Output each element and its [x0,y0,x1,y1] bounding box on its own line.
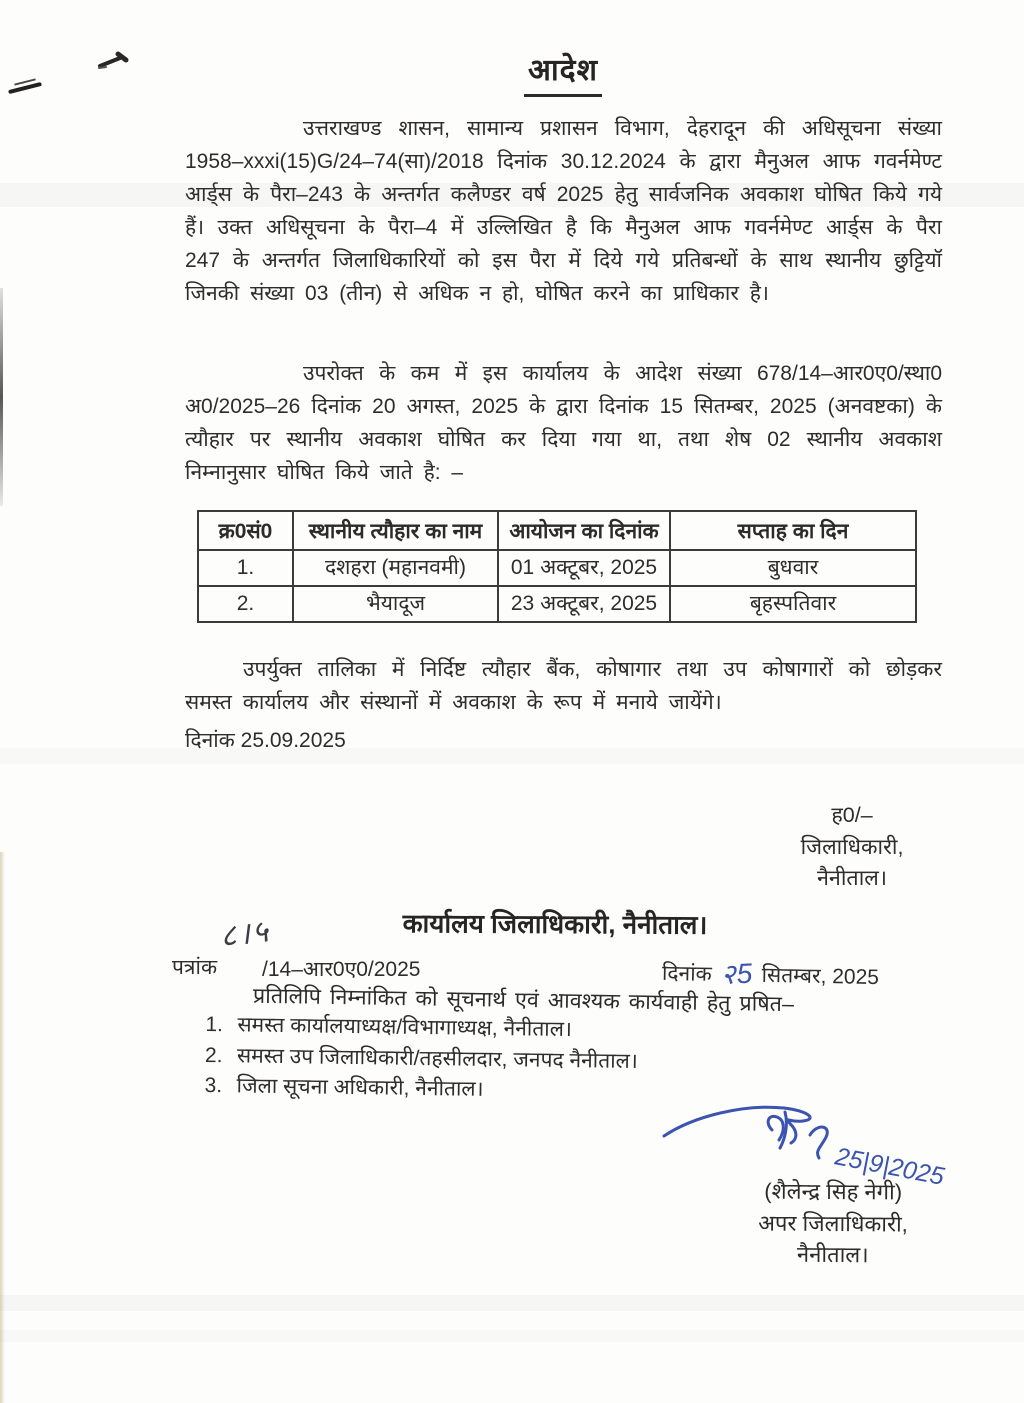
signed-place: नैनीताल। [817,866,887,890]
handwritten-sign-date: 25|9|2025 [832,1142,947,1191]
dispatch-date-label: दिनांक [661,961,712,986]
paragraph-closing: उपर्युक्त तालिका में निर्दिष्ट त्यौहार बैंक, कोषागार तथा उप कोषागारों को छोड़कर समस्त कार्यालय और संस्थानों में अवकाश के रूप में मनाये जायेंगे। [185,658,942,714]
scan-band [0,748,1024,764]
table-cell-serial: 1. [198,550,293,586]
table-cell-weekday: बुधवार [670,550,916,586]
list-item-number: 2. [204,1043,223,1067]
staple-mark-icon [96,50,130,72]
signed-designation: जिलाधिकारी, [800,834,904,859]
table-header-row [198,511,916,550]
signed-block [763,800,941,895]
holiday-table [197,510,917,623]
list-item-text: समस्त कार्यालयाध्यक्ष/विभागाध्यक्ष, नैनीताल। [237,1013,573,1042]
signer-place: नैनीताल। [796,1241,869,1268]
table-header-serial: क्र0सं0 [198,511,293,550]
paragraph-notification: उत्तराखण्ड शासन, सामान्य प्रशासन विभाग, देहरादून की अधिसूचना संख्या 1958–xxxi(15)G/24–74(सा)/2018 दिनांक 30.12.2024 के द्वारा मैनुअल आफ गवर्नमेण्ट आर्ड्स के पैरा–243 के अन्तर्गत कलैण्डर वर्ष 2025 हेतु सार्वजनिक अवकाश घोषित किये गये हैं। उक्त अधिसूचना के पैरा–4 में उल्लिखित है कि मैनुअल आफ गवर्नमेण्ट आर्ड्स के पैरा 247 के अन्तर्गत जिलाधिकारियों को इस पैरा में दिये गये प्रतिबन्धों के साथ स्थानीय छुट्टियॉ जिनकी संख्या 03 (तीन) से अधिक न हो, घोषित करने का प्राधिकार है। [185,117,942,305]
document-title-wrap [185,48,941,97]
recipient-list [204,1010,638,1108]
list-item [204,1071,637,1108]
table-header-weekday: सप्ताह का दिन [670,511,916,550]
scan-band [0,1295,1024,1311]
order-date-line: दिनांक 25.09.2025 [185,729,346,752]
document-title: आदेश [524,48,602,97]
dispatch-date-rest: सितम्बर, 2025 [761,963,880,990]
table-cell-festival: भैयादूज [293,586,498,622]
list-item-number: 3. [204,1073,223,1098]
signer-designation: अपर जिलाधिकारी, [758,1209,908,1237]
table-cell-serial: 2. [198,586,293,622]
table-header-date: आयोजन का दिनांक [498,511,670,550]
office-heading: कार्यालय जिलाधिकारी, नैनीताल। [402,908,708,940]
table-cell-festival: दशहरा (महानवमी) [293,550,498,586]
scan-band [0,1330,1024,1342]
table-cell-date: 23 अक्टूबर, 2025 [498,586,670,622]
table-row [198,550,916,586]
handwritten-letter-number: ८।५ [218,913,273,954]
table-row [198,586,916,622]
letter-number-label: पत्रांक [172,956,218,979]
list-item-text: समस्त उप जिलाधिकारी/तहसीलदार, जनपद नैनीताल। [236,1043,638,1073]
paragraph-order-reference: उपरोक्त के कम में इस कार्यालय के आदेश संख्या 678/14–आर0ए0/स्था0 अ0/2025–26 दिनांक 20 अगस्त, 2025 के द्वारा दिनांक 15 सितम्बर, 2025 (अनवष्टका) के त्यौहार पर स्थानीय अवकाश घोषित कर दिया गया था, तथा शेष 02 स्थानीय अवकाश निम्नानुसार घोषित किये जाते है: – [185,362,942,484]
handwritten-date-number: २5 [720,957,754,991]
letter-number-rest: /14–आर0ए0/2025 [262,958,421,981]
signed-sd: ह0/– [831,803,873,827]
scan-edge-line [0,288,3,506]
table-header-festival: स्थानीय त्यौहार का नाम [293,511,498,550]
signer-block [718,1175,949,1271]
copy-forward-line: प्रतिलिपि निम्नांकित को सूचनार्थ एवं आवश्यक कार्यवाही हेतु प्रषित– [252,983,795,1017]
scan-edge-tint [0,852,5,1403]
table-cell-weekday: बृहस्पतिवार [670,586,916,622]
table-cell-date: 01 अक्टूबर, 2025 [498,550,670,586]
list-item-text: जिला सूचना अधिकारी, नैनीताल। [236,1074,484,1101]
list-item-number: 1. [205,1012,224,1037]
signer-name: (शैलेन्द्र सिह नेगी) [764,1178,903,1205]
